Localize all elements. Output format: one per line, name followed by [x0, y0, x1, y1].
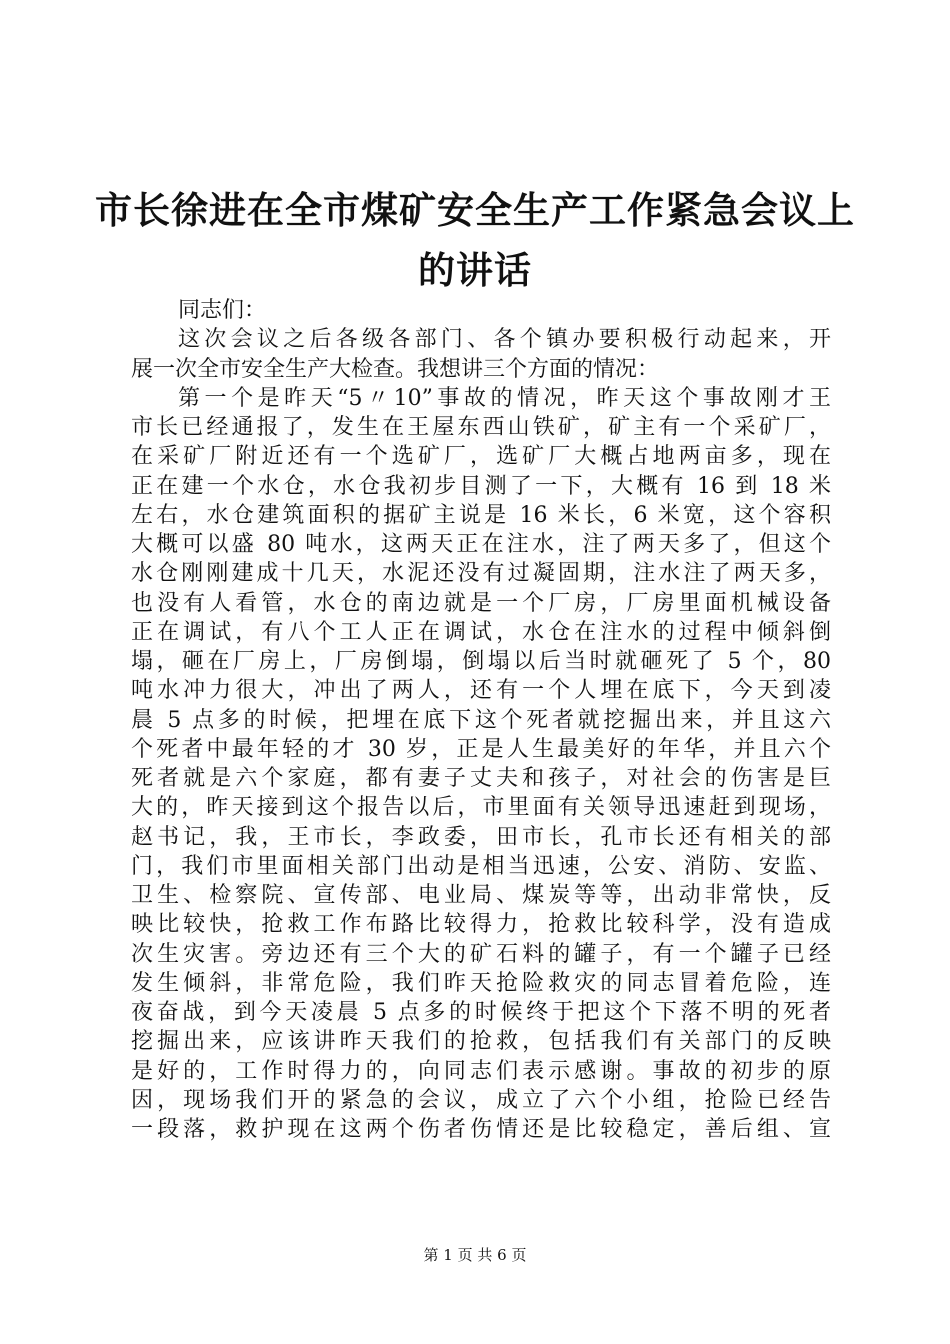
body-line: 这次会议之后各级各部门、各个镇办要积极行动起来，开 — [178, 327, 831, 353]
document-body — [131, 296, 831, 1144]
body-line: 赵书记，我，王市长，李政委，田市长，孔市长还有相关的部 — [131, 824, 831, 850]
document-title-line-2: 的讲话 — [418, 248, 532, 292]
body-line: 正在建一个水仓，水仓我初步目测了一下，大概有 16 到 18 米 — [131, 473, 831, 499]
body-line: 次生灾害。旁边还有三个大的矿石料的罐子，有一个罐子已经 — [131, 941, 831, 967]
body-line: 大的，昨天接到这个报告以后，市里面有关领导迅速赶到现场， — [131, 795, 831, 821]
body-line: 因，现场我们开的紧急的会议，成立了六个小组，抢险已经告 — [131, 1087, 831, 1113]
body-line: 正在调试，有八个工人正在调试，水仓在注水的过程中倾斜倒 — [131, 619, 831, 645]
body-line: 一段落，救护现在这两个伤者伤情还是比较稳定，善后组、宣 — [131, 1117, 831, 1142]
body-line: 展一次全市安全生产大检查。我想讲三个方面的情况： — [131, 356, 660, 382]
body-line: 水仓刚刚建成十几天，水泥还没有过凝固期，注水注了两天多， — [131, 561, 831, 587]
body-line: 晨 5 点多的时候，把埋在底下这个死者就挖掘出来，并且这六 — [131, 707, 831, 733]
body-line: 夜奋战，到今天凌晨 5 点多的时候终于把这个下落不明的死者 — [131, 1000, 831, 1025]
page-number-footer: 第 1 页 共 6 页 — [423, 1246, 527, 1264]
body-line: 在采矿厂附近还有一个选矿厂，选矿厂大概占地两亩多，现在 — [131, 444, 831, 470]
body-line: 个死者中最年轻的才 30 岁，正是人生最美好的年华，并且六个 — [131, 736, 831, 762]
body-line: 门，我们市里面相关部门出动是相当迅速，公安、消防、安监、 — [131, 853, 831, 879]
body-line: 挖掘出来，应该讲昨天我们的抢救，包括我们有关部门的反映 — [131, 1029, 831, 1055]
body-line: 左右，水仓建筑面积的据矿主说是 16 米长，6 米宽，这个容积 — [131, 502, 831, 528]
body-line: 死者就是六个家庭，都有妻子丈夫和孩子，对社会的伤害是巨 — [131, 766, 831, 791]
body-line: 发生倾斜，非常危险，我们昨天抢险救灾的同志冒着危险，连 — [131, 970, 831, 996]
body-line: 映比较快，抢救工作布路比较得力，抢救比较科学，没有造成 — [131, 912, 831, 938]
document-title-line-1: 市长徐进在全市煤矿安全生产工作紧急会议上 — [95, 188, 855, 232]
salutation: 同志们： — [178, 298, 267, 323]
body-line: 市长已经通报了，发生在王屋东西山铁矿，矿主有一个采矿厂， — [131, 415, 831, 440]
body-line: 卫生、检察院、宣传部、电业局、煤炭等等，出动非常快，反 — [131, 883, 831, 908]
body-line: 塌，砸在厂房上，厂房倒塌，倒塌以后当时就砸死了 5 个，80 — [131, 649, 831, 674]
body-line: 也没有人看管，水仓的南边就是一个厂房，厂房里面机械设备 — [131, 590, 831, 616]
body-line: 是好的，工作时得力的，向同志们表示感谢。事故的初步的原 — [131, 1058, 831, 1084]
body-line: 吨水冲力很大，冲出了两人，还有一个人埋在底下，今天到凌 — [131, 678, 831, 704]
body-line: 大概可以盛 80 吨水，这两天正在注水，注了两天多了，但这个 — [131, 532, 831, 557]
body-line: 第一个是昨天“5〃10”事故的情况，昨天这个事故刚才王 — [178, 385, 831, 411]
